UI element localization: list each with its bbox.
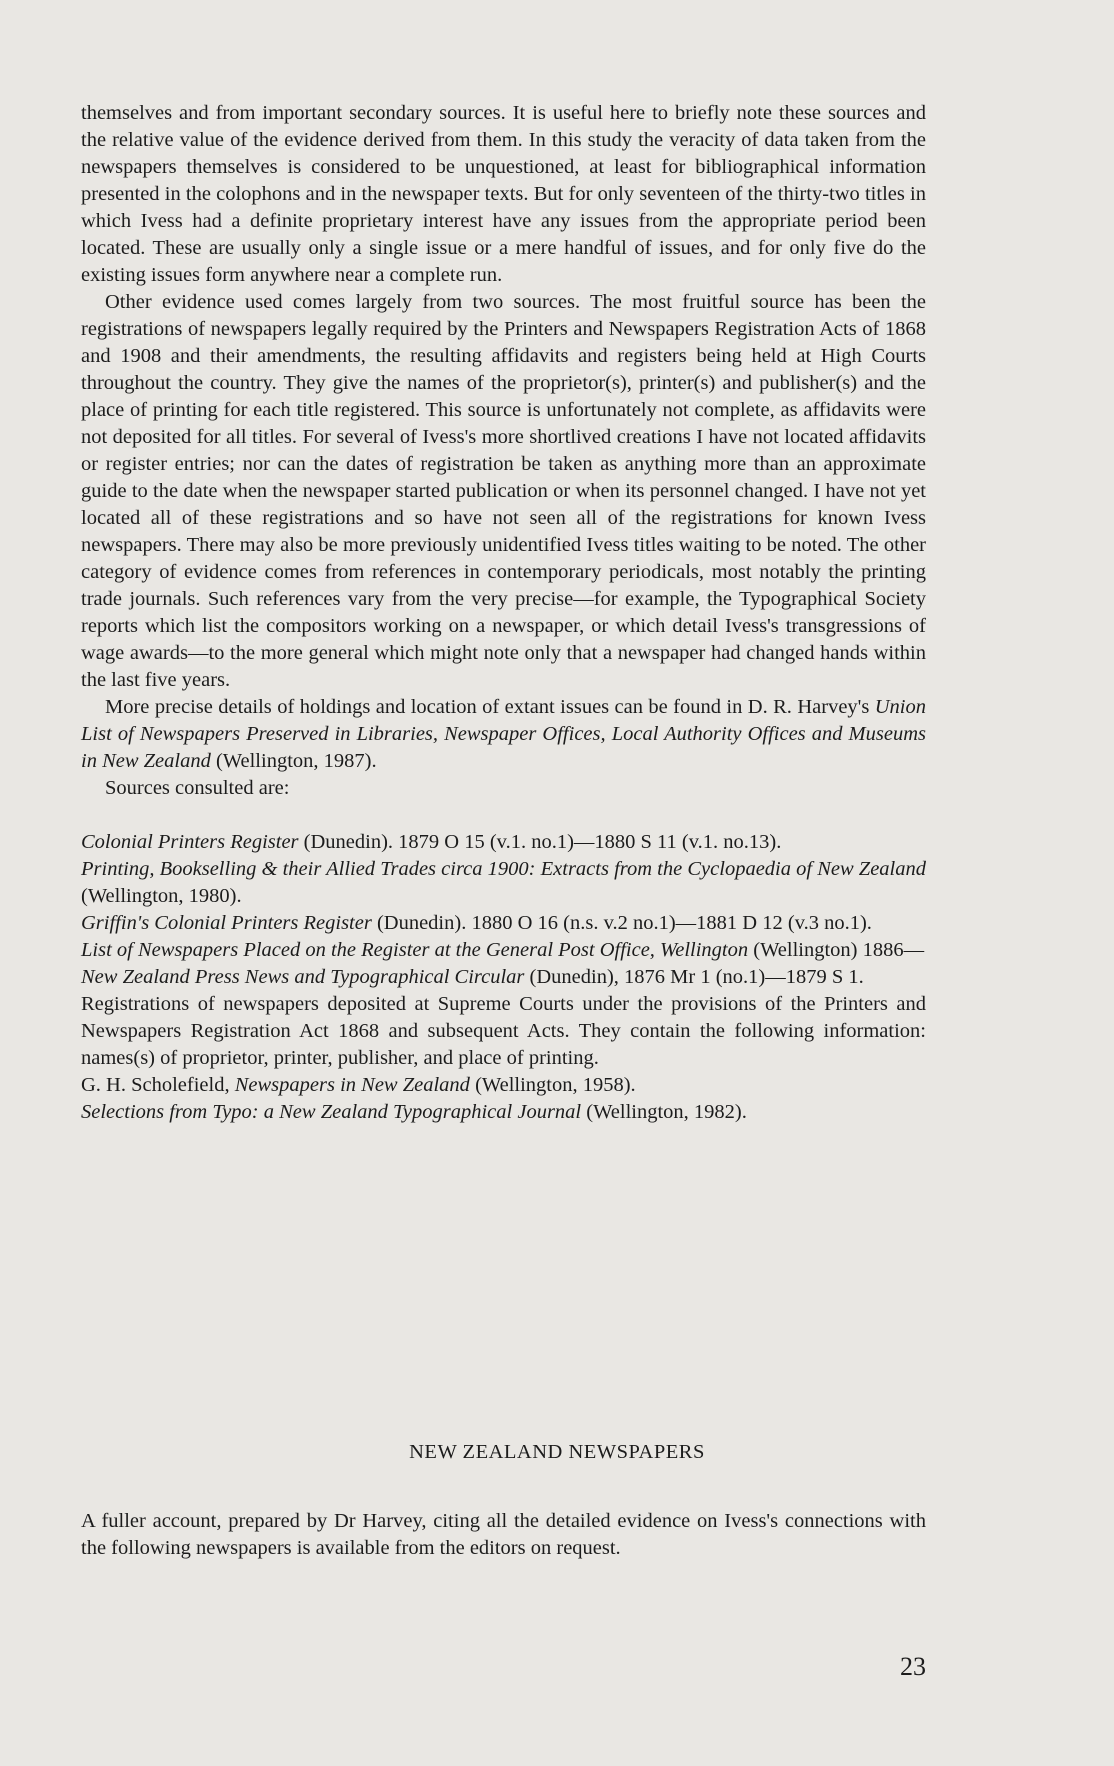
source-detail: (Wellington, 1980). <box>81 885 242 907</box>
source-item <box>81 937 926 964</box>
sources-consulted-label: Sources consulted are: <box>105 777 290 799</box>
source-detail: Registrations of newspapers deposited at Supreme Courts under the provisions of the Printers and Newspapers Registration Act 1868 and subsequent Acts. They contain the following information: names(s) of proprietor, printer, publisher, and place of printing. <box>81 993 926 1069</box>
sources-list <box>81 829 926 1126</box>
source-item <box>81 991 926 1072</box>
document-body <box>81 100 926 1126</box>
page-number: 23 <box>900 1652 926 1681</box>
source-item <box>81 829 926 856</box>
fuller-account-note: A fuller account, prepared by Dr Harvey, citing all the detailed evidence on Ivess's connections with the following newspapers is available from the editors on request. <box>81 1510 926 1559</box>
source-title: Colonial Printers Register <box>81 831 299 853</box>
source-detail: (Dunedin). 1879 O 15 (v.1. no.1)—1880 S 11 (v.1. no.13). <box>298 831 782 853</box>
source-author: G. H. Scholefield, <box>81 1074 235 1096</box>
source-detail: (Wellington) 1886— <box>748 939 925 961</box>
source-item <box>81 910 926 937</box>
source-item <box>81 1099 926 1126</box>
source-title: New Zealand Press News and Typographical Circular <box>81 966 525 988</box>
paragraph-sources-intro: themselves and from important secondary sources. It is useful here to briefly note these sources and the relative value of the evidence derived from them. In this study the veracity of data taken from the newspapers themselves is considered to be unquestioned, at least for bibliographical information presented in the colophons and in the newspaper texts. But for only seventeen of the thirty-two titles in which Ivess had a definite proprietary interest have any issues from the appropriate period been located. These are usually only a single issue or a mere handful of issues, and for only five do the existing issues form anywhere near a complete run. <box>81 102 926 286</box>
source-item <box>81 964 926 991</box>
paragraph-harvey-reference <box>81 694 926 775</box>
harvey-post: (Wellington, 1987). <box>210 750 377 772</box>
source-item <box>81 856 926 910</box>
harvey-title: Union List of Newspapers Preserved in Libraries, Newspaper Offices, Local Authority Offices and Museums in New Zealand <box>81 696 926 772</box>
source-detail: (Dunedin), 1876 Mr 1 (no.1)—1879 S 1. <box>524 966 864 988</box>
source-title: Selections from Typo: a New Zealand Typographical Journal <box>81 1101 582 1123</box>
source-detail: (Wellington, 1958). <box>469 1074 636 1096</box>
source-title: List of Newspapers Placed on the Register at the General Post Office, Wellington <box>81 939 749 961</box>
section-heading: NEW ZEALAND NEWSPAPERS <box>409 1441 705 1463</box>
source-detail: (Dunedin). 1880 O 16 (n.s. v.2 no.1)—1881 D 12 (v.3 no.1). <box>371 912 872 934</box>
harvey-pre: More precise details of holdings and location of extant issues can be found in D. R. Harvey's <box>105 696 875 718</box>
source-title: Newspapers in New Zealand <box>234 1074 470 1096</box>
source-title: Printing, Bookselling & their Allied Trades circa 1900: Extracts from the Cyclopaedia of New Zealand <box>81 858 926 880</box>
paragraph-other-evidence: Other evidence used comes largely from two sources. The most fruitful source has been the registrations of newspapers legally required by the Printers and Newspapers Registration Acts of 1868 and 1908 and their amendments, the resulting affidavits and registers being held at High Courts throughout the country. They give the names of the proprietor(s), printer(s) and publisher(s) and the place of printing for each title registered. This source is unfortunately not complete, as affidavits were not deposited for all titles. For several of Ivess's more shortlived creations I have not located affidavits or register entries; nor can the dates of registration be taken as anything more than an approximate guide to the date when the newspaper started publication or when its personnel changed. I have not yet located all of these registrations and so have not seen all of the registrations for known Ivess newspapers. There may also be more previously unidentified Ivess titles waiting to be noted. The other category of evidence comes from references in contemporary periodicals, most notably the printing trade journals. Such references vary from the very precise—for example, the Typographical Society reports which list the compositors working on a newspaper, or which detail Ivess's transgressions of wage awards—to the more general which might note only that a newspaper had changed hands within the last five years. <box>81 291 926 691</box>
source-detail: (Wellington, 1982). <box>581 1101 747 1123</box>
source-title: Griffin's Colonial Printers Register <box>81 912 372 934</box>
source-item <box>81 1072 926 1099</box>
